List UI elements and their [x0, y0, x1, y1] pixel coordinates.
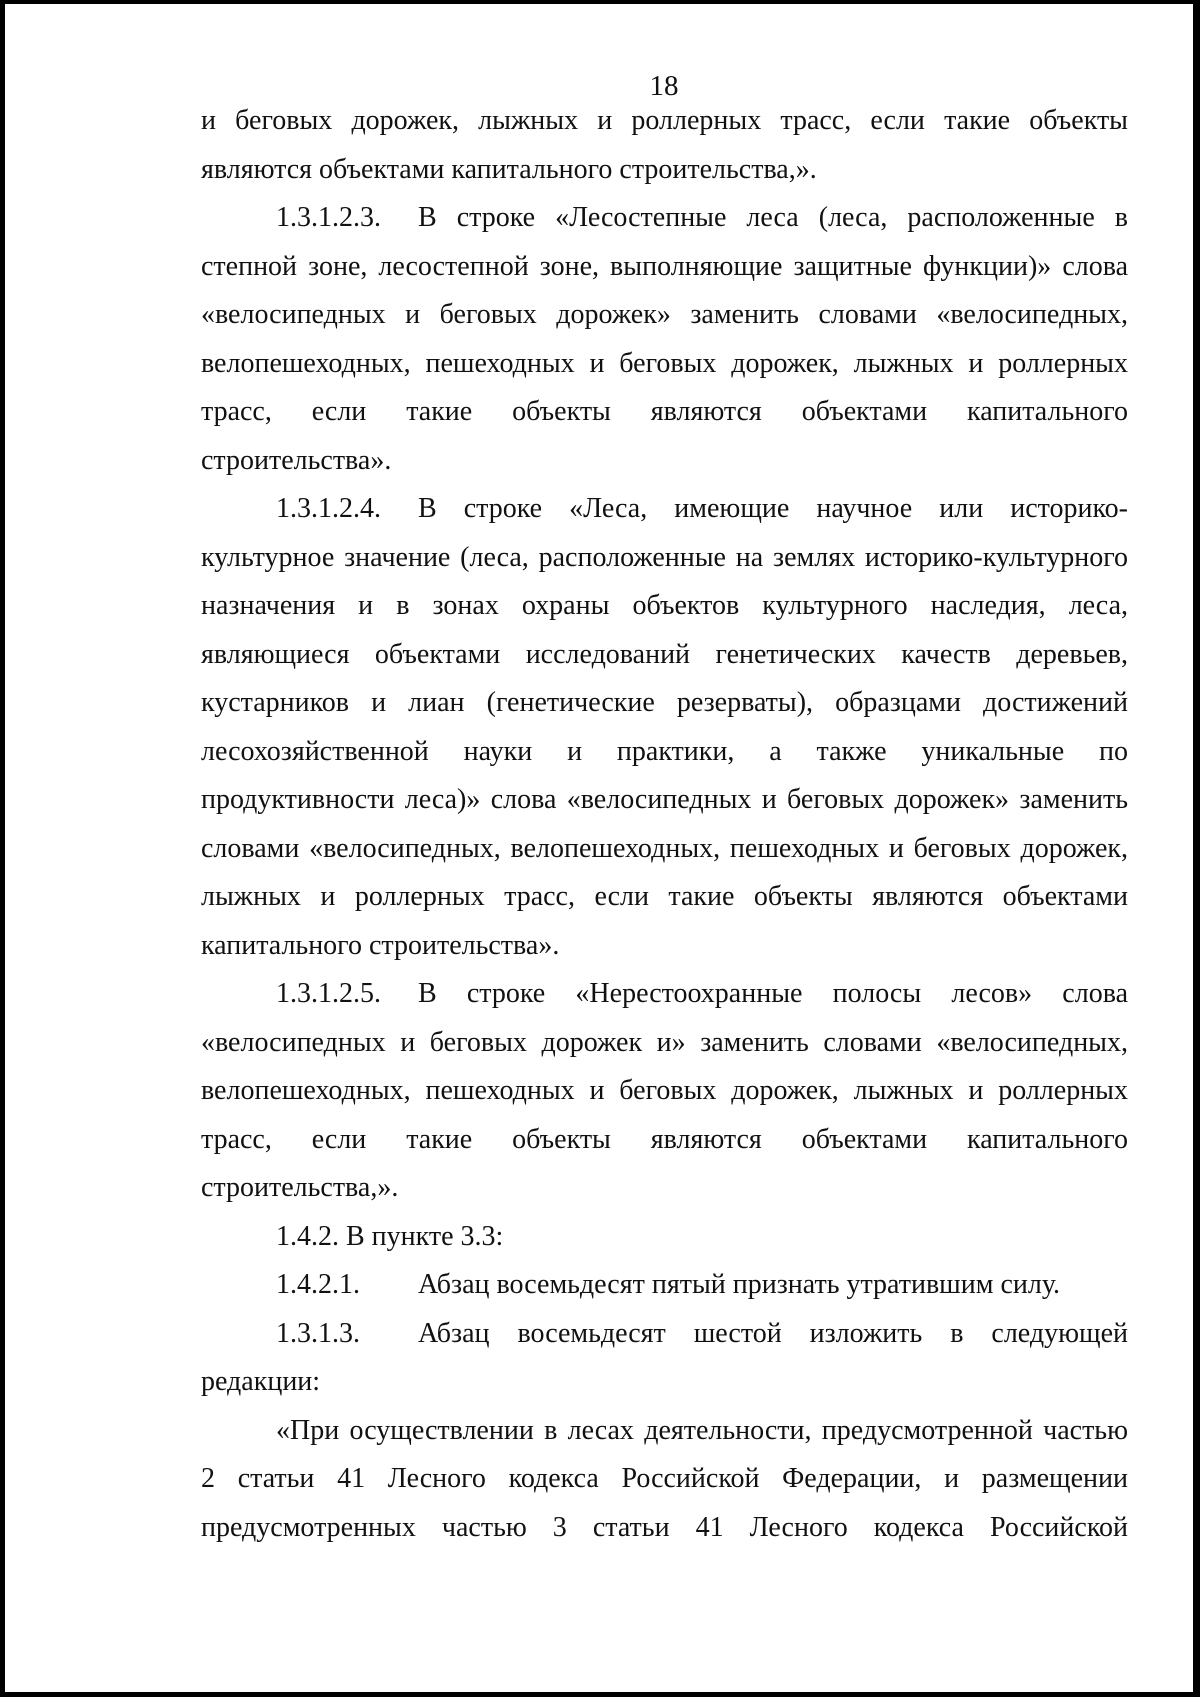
page-number: 18	[649, 70, 679, 102]
text-line: строительства».	[201, 444, 392, 476]
clause-number: 1.4.2.1.	[276, 1269, 360, 1300]
clause-text: В строке «Нерестоохранные полосы лесов» слова	[418, 978, 1128, 1009]
quoted-paragraph-start: «При осуществлении в лесах деятельности, предусмотренной частью	[276, 1414, 1128, 1446]
clause-text: В строке «Леса, имеющие научное или историко-	[418, 493, 1128, 524]
clause-text: Абзац восемьдесят пятый признать утратившим силу.	[418, 1269, 1061, 1300]
text-line: культурное значение (леса, расположенные на землях историко-культурного	[201, 541, 1128, 573]
text-line: строительства,».	[201, 1172, 399, 1203]
clause-1-3-1-2-5	[201, 970, 1128, 1019]
clause-1-3-1-2-3	[201, 194, 1128, 243]
text-line: велопешеходных, пешеходных и беговых дорожек, лыжных и роллерных	[201, 1075, 1128, 1106]
clause-1-3-1-3	[201, 1310, 1128, 1359]
text-line: трасс, если такие объекты являются объектами капитального	[201, 1123, 1128, 1155]
clause-1-3-1-2-4	[201, 485, 1128, 534]
text-line: редакции:	[201, 1366, 321, 1397]
clause-number: 1.3.1.2.4.	[276, 493, 381, 524]
text-line: и беговых дорожек, лыжных и роллерных трасс, если такие объекты	[201, 105, 1128, 136]
text-line: 2 статьи 41 Лесного кодекса Российской Федерации, и размещении	[201, 1463, 1128, 1494]
text-line: являются объектами капитального строительства,».	[201, 153, 817, 185]
clause-number: 1.3.1.2.3.	[276, 202, 381, 233]
text-line: являющиеся объектами исследований генетических качеств деревьев,	[201, 638, 1128, 670]
text-line: предусмотренных частью 3 статьи 41 Лесного кодекса Российской	[201, 1511, 1128, 1543]
text-line: «велосипедных и беговых дорожек и» заменить словами «велосипедных,	[201, 1026, 1128, 1058]
text-line: назначения и в зонах охраны объектов культурного наследия, леса,	[201, 590, 1128, 621]
clause-text: В строке «Лесостепные леса (леса, расположенные в	[418, 202, 1128, 233]
clause-number: 1.3.1.3.	[276, 1317, 360, 1349]
text-line: «велосипедных и беговых дорожек» заменить словами «велосипедных,	[201, 299, 1128, 330]
text-line: словами «велосипедных, велопешеходных, пешеходных и беговых дорожек,	[201, 832, 1128, 864]
text-line: трасс, если такие объекты являются объектами капитального	[201, 396, 1128, 427]
text-line: кустарников и лиан (генетические резерваты), образцами достижений	[201, 687, 1128, 718]
clause-number: 1.3.1.2.5.	[276, 978, 381, 1009]
clause-1-4-2-1	[201, 1261, 1128, 1310]
text-line: степной зоне, лесостепной зоне, выполняющие защитные функции)» слова	[201, 250, 1128, 282]
text-line: лесохозяйственной науки и практики, а также уникальные по	[201, 735, 1128, 767]
clause-1-4-2: 1.4.2. В пункте 3.3:	[276, 1220, 504, 1252]
document-body	[201, 97, 1128, 1552]
clause-text: Абзац восемьдесят шестой изложить в следующей	[418, 1317, 1128, 1349]
text-line: велопешеходных, пешеходных и беговых дорожек, лыжных и роллерных	[201, 347, 1128, 379]
text-line: продуктивности леса)» слова «велосипедных и беговых дорожек» заменить	[201, 784, 1128, 815]
document-page	[5, 4, 1193, 1692]
text-line: капитального строительства».	[201, 929, 560, 961]
text-line: лыжных и роллерных трасс, если такие объекты являются объектами	[201, 881, 1128, 912]
